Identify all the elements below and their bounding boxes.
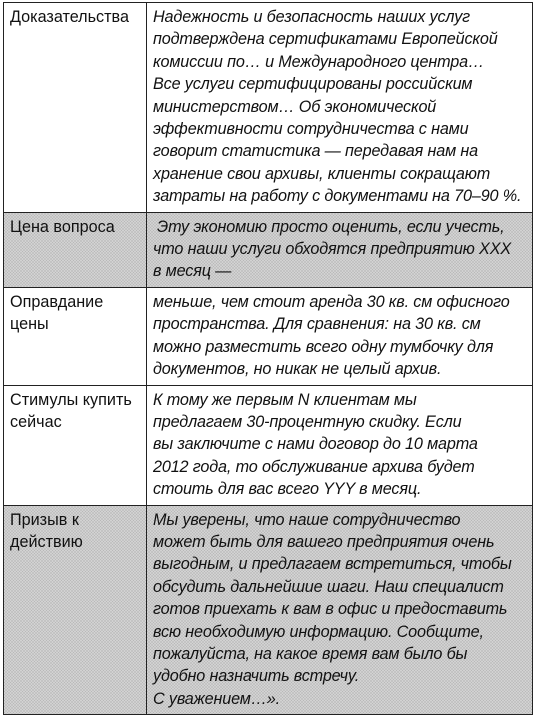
row-label-cell — [4, 505, 147, 715]
row-label-line: Стимулы купить — [10, 390, 132, 409]
row-text-line: Все услуги сертифицированы российским — [153, 75, 473, 94]
row-text-line: вы заключите с нами договор до 10 марта — [153, 435, 478, 454]
table-row — [4, 212, 533, 287]
row-label-cell — [4, 212, 147, 287]
row-text-line: в месяц — — [153, 262, 232, 281]
row-text-line: эффективности сотрудничества с нами — [153, 120, 469, 139]
row-label-line: Оправдание — [10, 292, 104, 311]
row-text-line: меньше, чем стоит аренда 30 кв. см офисного — [153, 292, 510, 311]
row-text-line: что наши услуги обходятся предприятию XXX — [153, 240, 511, 259]
row-text-line: 2012 года, то обслуживание архива будет — [153, 457, 475, 476]
row-text-line: готов приехать к вам в офис и предоставить — [153, 600, 508, 619]
row-text-line: Эту экономию просто оценить, если учесть, — [157, 217, 505, 236]
row-label-line: Цена вопроса — [10, 217, 115, 236]
row-text-line: хранение свои архивы, клиенты сокращают — [153, 164, 491, 183]
row-text-line: министерством… Об экономической — [153, 97, 437, 116]
row-label-cell — [4, 287, 147, 385]
table-row — [4, 3, 533, 213]
row-label-line: Призыв к — [10, 510, 79, 529]
row-label-cell — [4, 385, 147, 505]
row-text-cell — [147, 212, 533, 287]
row-text-line: подтверждена сертификатами Европейской — [153, 30, 498, 49]
row-text-line: удобно назначить встречу. — [153, 667, 360, 686]
row-text-line: выгодным, и предлагаем встретиться, чтобы — [153, 555, 512, 574]
row-text-line: документов, но никак не целый архив. — [153, 360, 442, 379]
row-text-cell — [147, 505, 533, 715]
row-text-line: всю необходимую информацию. Сообщите, — [153, 622, 484, 641]
row-text-line: стоить для вас всего YYY в месяц. — [153, 480, 422, 499]
row-text-line: говорит статистика — передавая нам на — [153, 142, 478, 161]
row-text-line: К тому же первым N клиентам мы — [153, 390, 417, 409]
sales-letter-table — [3, 2, 533, 715]
row-text-line: можно разместить всего одну тумбочку для — [153, 337, 494, 356]
row-label-line: действию — [10, 532, 83, 551]
row-text-cell — [147, 385, 533, 505]
row-text-line: предлагаем 30-процентную скидку. Если — [153, 412, 462, 431]
row-text-line: обсудить дальнейшие шаги. Наш специалист — [153, 577, 504, 596]
table-row — [4, 287, 533, 385]
row-text-line: комиссии по… и Международного центра… — [153, 52, 485, 71]
row-text-line: Надежность и безопасность наших услуг — [153, 8, 470, 26]
row-text-line: пожалуйста, на какое время вам было бы — [153, 644, 468, 663]
row-text-line: Мы уверены, что наше сотрудничество — [153, 510, 461, 529]
row-label-cell — [4, 3, 147, 213]
row-text-cell — [147, 3, 533, 213]
table-row — [4, 385, 533, 505]
row-text-line: может быть для вашего предприятия очень — [153, 532, 495, 551]
table-row — [4, 505, 533, 715]
row-label-line: сейчас — [10, 412, 62, 431]
row-text-line: С уважением…». — [153, 689, 280, 708]
row-text-line: пространства. Для сравнения: на 30 кв. см — [153, 315, 481, 334]
row-label-line: цены — [10, 315, 49, 334]
row-label-line: Доказательства — [10, 8, 129, 26]
row-text-line: затраты на работу с документами на 70–90 %. — [153, 187, 522, 206]
row-text-cell — [147, 287, 533, 385]
